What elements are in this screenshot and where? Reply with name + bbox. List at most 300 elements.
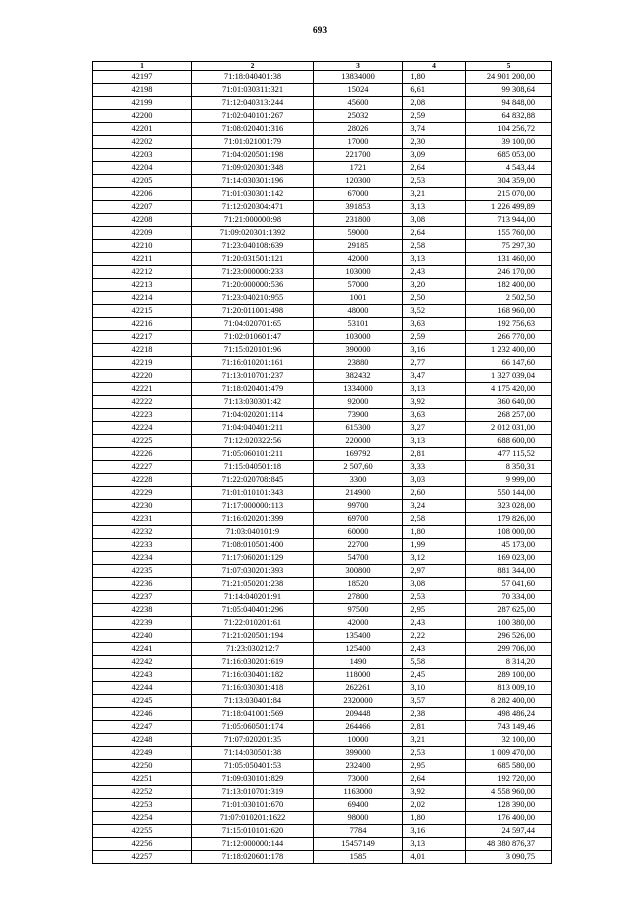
value-cell: 128 390,00 bbox=[466, 799, 552, 812]
table-row bbox=[93, 474, 552, 487]
area-cell: 382432 bbox=[314, 370, 403, 383]
value-cell: 8 314,20 bbox=[466, 656, 552, 669]
rate-cell: 2,53 bbox=[403, 747, 466, 760]
record-number-cell: 42233 bbox=[93, 539, 192, 552]
area-cell: 42000 bbox=[314, 617, 403, 630]
area-cell: 42000 bbox=[314, 253, 403, 266]
value-cell: 3 090,75 bbox=[466, 851, 552, 864]
value-cell: 176 400,00 bbox=[466, 812, 552, 825]
value-cell: 323 028,00 bbox=[466, 500, 552, 513]
value-cell: 268 257,00 bbox=[466, 409, 552, 422]
value-cell: 4 558 960,00 bbox=[466, 786, 552, 799]
value-cell: 1 226 499,89 bbox=[466, 201, 552, 214]
cadastral-number-cell: 71:07:030201:393 bbox=[192, 565, 314, 578]
record-number-cell: 42207 bbox=[93, 201, 192, 214]
area-cell: 60000 bbox=[314, 526, 403, 539]
table-row bbox=[93, 669, 552, 682]
value-cell: 215 070,00 bbox=[466, 188, 552, 201]
value-cell: 24 901 200,00 bbox=[466, 71, 552, 84]
cadastral-number-cell: 71:01:030311:321 bbox=[192, 84, 314, 97]
area-cell: 214900 bbox=[314, 487, 403, 500]
record-number-cell: 42244 bbox=[93, 682, 192, 695]
rate-cell: 3,27 bbox=[403, 422, 466, 435]
record-number-cell: 42249 bbox=[93, 747, 192, 760]
rate-cell: 2,95 bbox=[403, 604, 466, 617]
cadastral-number-cell: 71:09:020301:348 bbox=[192, 162, 314, 175]
table-row bbox=[93, 656, 552, 669]
rate-cell: 6,61 bbox=[403, 84, 466, 97]
area-cell: 391853 bbox=[314, 201, 403, 214]
rate-cell: 2,02 bbox=[403, 799, 466, 812]
area-cell: 57000 bbox=[314, 279, 403, 292]
cadastral-number-cell: 71:21:050201:238 bbox=[192, 578, 314, 591]
value-cell: 168 960,00 bbox=[466, 305, 552, 318]
table-row bbox=[93, 149, 552, 162]
value-cell: 8 282 400,00 bbox=[466, 695, 552, 708]
area-cell: 69400 bbox=[314, 799, 403, 812]
table-row bbox=[93, 123, 552, 136]
record-number-cell: 42257 bbox=[93, 851, 192, 864]
cadastral-number-cell: 71:12:020322:56 bbox=[192, 435, 314, 448]
table-row bbox=[93, 344, 552, 357]
record-number-cell: 42201 bbox=[93, 123, 192, 136]
record-number-cell: 42238 bbox=[93, 604, 192, 617]
record-number-cell: 42206 bbox=[93, 188, 192, 201]
table-row bbox=[93, 617, 552, 630]
area-cell: 221700 bbox=[314, 149, 403, 162]
record-number-cell: 42254 bbox=[93, 812, 192, 825]
rate-cell: 2,22 bbox=[403, 630, 466, 643]
value-cell: 108 000,00 bbox=[466, 526, 552, 539]
cadastral-number-cell: 71:15:020101:96 bbox=[192, 344, 314, 357]
cadastral-number-cell: 71:08:010501:400 bbox=[192, 539, 314, 552]
cadastral-number-cell: 71:16:010201:161 bbox=[192, 357, 314, 370]
rate-cell: 2,45 bbox=[403, 669, 466, 682]
area-cell: 48000 bbox=[314, 305, 403, 318]
value-cell: 4 543,44 bbox=[466, 162, 552, 175]
area-cell: 15024 bbox=[314, 84, 403, 97]
table-header-row bbox=[93, 62, 552, 71]
area-cell: 209448 bbox=[314, 708, 403, 721]
rate-cell: 2,81 bbox=[403, 448, 466, 461]
table-row bbox=[93, 136, 552, 149]
column-header-3: 3 bbox=[314, 62, 403, 71]
rate-cell: 3,13 bbox=[403, 253, 466, 266]
area-cell: 169792 bbox=[314, 448, 403, 461]
rate-cell: 2,64 bbox=[403, 773, 466, 786]
rate-cell: 3,92 bbox=[403, 786, 466, 799]
record-number-cell: 42225 bbox=[93, 435, 192, 448]
rate-cell: 2,64 bbox=[403, 162, 466, 175]
rate-cell: 3,10 bbox=[403, 682, 466, 695]
cadastral-number-cell: 71:07:010201:1622 bbox=[192, 812, 314, 825]
rate-cell: 2,50 bbox=[403, 292, 466, 305]
value-cell: 94 848,00 bbox=[466, 97, 552, 110]
table-row bbox=[93, 526, 552, 539]
rate-cell: 3,74 bbox=[403, 123, 466, 136]
record-number-cell: 42227 bbox=[93, 461, 192, 474]
value-cell: 104 256,72 bbox=[466, 123, 552, 136]
value-cell: 32 100,00 bbox=[466, 734, 552, 747]
value-cell: 8 350,31 bbox=[466, 461, 552, 474]
area-cell: 1163000 bbox=[314, 786, 403, 799]
table-row bbox=[93, 643, 552, 656]
cadastral-number-cell: 71:23:040108:639 bbox=[192, 240, 314, 253]
area-cell: 399000 bbox=[314, 747, 403, 760]
rate-cell: 3,13 bbox=[403, 838, 466, 851]
table-row bbox=[93, 409, 552, 422]
record-number-cell: 42232 bbox=[93, 526, 192, 539]
area-cell: 97500 bbox=[314, 604, 403, 617]
cadastral-number-cell: 71:01:021001:79 bbox=[192, 136, 314, 149]
table-row bbox=[93, 266, 552, 279]
record-number-cell: 42239 bbox=[93, 617, 192, 630]
rate-cell: 3,21 bbox=[403, 734, 466, 747]
area-cell: 25032 bbox=[314, 110, 403, 123]
area-cell: 300800 bbox=[314, 565, 403, 578]
rate-cell: 2,58 bbox=[403, 240, 466, 253]
cadastral-number-cell: 71:02:040101:267 bbox=[192, 110, 314, 123]
cadastral-number-cell: 71:20:011001:498 bbox=[192, 305, 314, 318]
table-row bbox=[93, 708, 552, 721]
area-cell: 53101 bbox=[314, 318, 403, 331]
cadastral-number-cell: 71:05:050401:53 bbox=[192, 760, 314, 773]
area-cell: 2320000 bbox=[314, 695, 403, 708]
record-number-cell: 42253 bbox=[93, 799, 192, 812]
value-cell: 287 625,00 bbox=[466, 604, 552, 617]
record-number-cell: 42216 bbox=[93, 318, 192, 331]
column-header-1: 1 bbox=[93, 62, 192, 71]
value-cell: 1 009 470,00 bbox=[466, 747, 552, 760]
cadastral-number-cell: 71:16:020201:399 bbox=[192, 513, 314, 526]
value-cell: 1 327 039,04 bbox=[466, 370, 552, 383]
record-number-cell: 42212 bbox=[93, 266, 192, 279]
cadastral-number-cell: 71:12:000000:144 bbox=[192, 838, 314, 851]
record-number-cell: 42237 bbox=[93, 591, 192, 604]
table-row bbox=[93, 461, 552, 474]
rate-cell: 2,77 bbox=[403, 357, 466, 370]
table-row bbox=[93, 630, 552, 643]
rate-cell: 2,58 bbox=[403, 513, 466, 526]
cadastral-number-cell: 71:17:060201:129 bbox=[192, 552, 314, 565]
cadastral-number-cell: 71:22:020708:845 bbox=[192, 474, 314, 487]
rate-cell: 3,20 bbox=[403, 279, 466, 292]
record-number-cell: 42220 bbox=[93, 370, 192, 383]
record-number-cell: 42241 bbox=[93, 643, 192, 656]
area-cell: 28026 bbox=[314, 123, 403, 136]
rate-cell: 3,47 bbox=[403, 370, 466, 383]
table-row bbox=[93, 279, 552, 292]
area-cell: 3300 bbox=[314, 474, 403, 487]
table-row bbox=[93, 734, 552, 747]
area-cell: 2 507,60 bbox=[314, 461, 403, 474]
rate-cell: 2,43 bbox=[403, 266, 466, 279]
cadastral-number-cell: 71:22:010201:61 bbox=[192, 617, 314, 630]
value-cell: 75 297,30 bbox=[466, 240, 552, 253]
table-row bbox=[93, 357, 552, 370]
area-cell: 18520 bbox=[314, 578, 403, 591]
cadastral-number-cell: 71:21:000000:98 bbox=[192, 214, 314, 227]
table-row bbox=[93, 539, 552, 552]
table-row bbox=[93, 747, 552, 760]
record-number-cell: 42236 bbox=[93, 578, 192, 591]
rate-cell: 3,16 bbox=[403, 825, 466, 838]
area-cell: 264466 bbox=[314, 721, 403, 734]
record-number-cell: 42256 bbox=[93, 838, 192, 851]
cadastral-number-cell: 71:23:030212:7 bbox=[192, 643, 314, 656]
area-cell: 98000 bbox=[314, 812, 403, 825]
record-number-cell: 42210 bbox=[93, 240, 192, 253]
record-number-cell: 42211 bbox=[93, 253, 192, 266]
value-cell: 100 380,00 bbox=[466, 617, 552, 630]
cadastral-number-cell: 71:23:000000:233 bbox=[192, 266, 314, 279]
record-number-cell: 42226 bbox=[93, 448, 192, 461]
record-number-cell: 42255 bbox=[93, 825, 192, 838]
record-number-cell: 42214 bbox=[93, 292, 192, 305]
record-number-cell: 42252 bbox=[93, 786, 192, 799]
table-row bbox=[93, 162, 552, 175]
table-row bbox=[93, 513, 552, 526]
rate-cell: 2,59 bbox=[403, 331, 466, 344]
area-cell: 262261 bbox=[314, 682, 403, 695]
table-row bbox=[93, 188, 552, 201]
record-number-cell: 42218 bbox=[93, 344, 192, 357]
rate-cell: 4,01 bbox=[403, 851, 466, 864]
table-row bbox=[93, 851, 552, 864]
cadastral-number-cell: 71:14:030501:38 bbox=[192, 747, 314, 760]
table-row bbox=[93, 292, 552, 305]
record-number-cell: 42219 bbox=[93, 357, 192, 370]
rate-cell: 3,33 bbox=[403, 461, 466, 474]
value-cell: 743 149,46 bbox=[466, 721, 552, 734]
cadastral-number-cell: 71:04:040401:211 bbox=[192, 422, 314, 435]
table-row bbox=[93, 110, 552, 123]
table-row bbox=[93, 331, 552, 344]
area-cell: 231800 bbox=[314, 214, 403, 227]
area-cell: 1585 bbox=[314, 851, 403, 864]
area-cell: 1721 bbox=[314, 162, 403, 175]
record-number-cell: 42250 bbox=[93, 760, 192, 773]
record-number-cell: 42217 bbox=[93, 331, 192, 344]
value-cell: 2 502,50 bbox=[466, 292, 552, 305]
record-number-cell: 42230 bbox=[93, 500, 192, 513]
cadastral-number-cell: 71:02:010601:47 bbox=[192, 331, 314, 344]
cadastral-number-cell: 71:14:030301:196 bbox=[192, 175, 314, 188]
area-cell: 103000 bbox=[314, 331, 403, 344]
value-cell: 70 334,00 bbox=[466, 591, 552, 604]
cadastral-number-cell: 71:12:020304:471 bbox=[192, 201, 314, 214]
value-cell: 192 756,63 bbox=[466, 318, 552, 331]
cadastral-number-cell: 71:17:000000:113 bbox=[192, 500, 314, 513]
rate-cell: 1,80 bbox=[403, 526, 466, 539]
value-cell: 246 170,00 bbox=[466, 266, 552, 279]
area-cell: 220000 bbox=[314, 435, 403, 448]
record-number-cell: 42205 bbox=[93, 175, 192, 188]
table-row bbox=[93, 383, 552, 396]
table-row bbox=[93, 838, 552, 851]
value-cell: 24 597,44 bbox=[466, 825, 552, 838]
area-cell: 27800 bbox=[314, 591, 403, 604]
cadastral-number-cell: 71:12:040313:244 bbox=[192, 97, 314, 110]
cadastral-number-cell: 71:15:040501:18 bbox=[192, 461, 314, 474]
value-cell: 2 012 031,00 bbox=[466, 422, 552, 435]
table-row bbox=[93, 487, 552, 500]
value-cell: 45 173,00 bbox=[466, 539, 552, 552]
record-number-cell: 42223 bbox=[93, 409, 192, 422]
area-cell: 15457149 bbox=[314, 838, 403, 851]
area-cell: 118000 bbox=[314, 669, 403, 682]
value-cell: 813 009,10 bbox=[466, 682, 552, 695]
value-cell: 192 720,00 bbox=[466, 773, 552, 786]
cadastral-number-cell: 71:04:020701:65 bbox=[192, 318, 314, 331]
column-header-5: 5 bbox=[466, 62, 552, 71]
value-cell: 99 308,64 bbox=[466, 84, 552, 97]
value-cell: 477 115,52 bbox=[466, 448, 552, 461]
value-cell: 360 640,00 bbox=[466, 396, 552, 409]
table-row bbox=[93, 318, 552, 331]
table-row bbox=[93, 773, 552, 786]
area-cell: 92000 bbox=[314, 396, 403, 409]
rate-cell: 2,43 bbox=[403, 617, 466, 630]
area-cell: 390000 bbox=[314, 344, 403, 357]
rate-cell: 3,24 bbox=[403, 500, 466, 513]
record-number-cell: 42222 bbox=[93, 396, 192, 409]
rate-cell: 3,63 bbox=[403, 318, 466, 331]
rate-cell: 1,99 bbox=[403, 539, 466, 552]
column-header-2: 2 bbox=[192, 62, 314, 71]
cadastral-number-cell: 71:01:030301:142 bbox=[192, 188, 314, 201]
rate-cell: 3,13 bbox=[403, 383, 466, 396]
record-number-cell: 42248 bbox=[93, 734, 192, 747]
cadastral-number-cell: 71:18:020601:178 bbox=[192, 851, 314, 864]
table-row bbox=[93, 721, 552, 734]
table-row bbox=[93, 227, 552, 240]
table-row bbox=[93, 812, 552, 825]
table-row bbox=[93, 682, 552, 695]
cadastral-number-cell: 71:01:010101:343 bbox=[192, 487, 314, 500]
table-row bbox=[93, 552, 552, 565]
table-row bbox=[93, 578, 552, 591]
rate-cell: 2,60 bbox=[403, 487, 466, 500]
value-cell: 685 053,00 bbox=[466, 149, 552, 162]
area-cell: 1001 bbox=[314, 292, 403, 305]
value-cell: 66 147,60 bbox=[466, 357, 552, 370]
record-number-cell: 42198 bbox=[93, 84, 192, 97]
record-number-cell: 42231 bbox=[93, 513, 192, 526]
area-cell: 232400 bbox=[314, 760, 403, 773]
cadastral-number-cell: 71:01:030101:670 bbox=[192, 799, 314, 812]
cadastral-number-cell: 71:13:030301:42 bbox=[192, 396, 314, 409]
cadastral-number-cell: 71:07:020201:35 bbox=[192, 734, 314, 747]
rate-cell: 2,38 bbox=[403, 708, 466, 721]
value-cell: 299 706,00 bbox=[466, 643, 552, 656]
rate-cell: 2,30 bbox=[403, 136, 466, 149]
rate-cell: 3,21 bbox=[403, 188, 466, 201]
value-cell: 57 041,60 bbox=[466, 578, 552, 591]
record-number-cell: 42200 bbox=[93, 110, 192, 123]
table-row bbox=[93, 799, 552, 812]
area-cell: 73900 bbox=[314, 409, 403, 422]
rate-cell: 2,43 bbox=[403, 643, 466, 656]
rate-cell: 2,64 bbox=[403, 227, 466, 240]
record-number-cell: 42224 bbox=[93, 422, 192, 435]
value-cell: 4 175 420,00 bbox=[466, 383, 552, 396]
value-cell: 39 100,00 bbox=[466, 136, 552, 149]
area-cell: 99700 bbox=[314, 500, 403, 513]
value-cell: 296 526,00 bbox=[466, 630, 552, 643]
table-row bbox=[93, 240, 552, 253]
cadastral-number-cell: 71:23:040210:955 bbox=[192, 292, 314, 305]
cadastral-number-cell: 71:09:030101:829 bbox=[192, 773, 314, 786]
table-row bbox=[93, 253, 552, 266]
table-row bbox=[93, 448, 552, 461]
value-cell: 304 359,00 bbox=[466, 175, 552, 188]
rate-cell: 2,95 bbox=[403, 760, 466, 773]
rate-cell: 3,09 bbox=[403, 149, 466, 162]
rate-cell: 2,59 bbox=[403, 110, 466, 123]
cadastral-number-cell: 71:16:030301:418 bbox=[192, 682, 314, 695]
cadastral-number-cell: 71:20:031501:121 bbox=[192, 253, 314, 266]
cadastral-number-cell: 71:05:060501:174 bbox=[192, 721, 314, 734]
value-cell: 688 600,00 bbox=[466, 435, 552, 448]
value-cell: 48 380 876,37 bbox=[466, 838, 552, 851]
record-number-cell: 42242 bbox=[93, 656, 192, 669]
rate-cell: 2,53 bbox=[403, 591, 466, 604]
area-cell: 125400 bbox=[314, 643, 403, 656]
table-row bbox=[93, 422, 552, 435]
rate-cell: 3,03 bbox=[403, 474, 466, 487]
record-number-cell: 42209 bbox=[93, 227, 192, 240]
table-row bbox=[93, 786, 552, 799]
value-cell: 131 460,00 bbox=[466, 253, 552, 266]
cadastral-number-cell: 71:16:030401:182 bbox=[192, 669, 314, 682]
rate-cell: 3,13 bbox=[403, 201, 466, 214]
area-cell: 54700 bbox=[314, 552, 403, 565]
record-number-cell: 42199 bbox=[93, 97, 192, 110]
table-row bbox=[93, 825, 552, 838]
table-row bbox=[93, 84, 552, 97]
record-number-cell: 42215 bbox=[93, 305, 192, 318]
table-row bbox=[93, 435, 552, 448]
area-cell: 67000 bbox=[314, 188, 403, 201]
table-row bbox=[93, 175, 552, 188]
cadastral-number-cell: 71:13:030401:84 bbox=[192, 695, 314, 708]
record-number-cell: 42229 bbox=[93, 487, 192, 500]
table-row bbox=[93, 565, 552, 578]
value-cell: 179 826,00 bbox=[466, 513, 552, 526]
value-cell: 289 100,00 bbox=[466, 669, 552, 682]
area-cell: 120300 bbox=[314, 175, 403, 188]
rate-cell: 3,63 bbox=[403, 409, 466, 422]
table-body bbox=[93, 71, 552, 864]
value-cell: 685 580,00 bbox=[466, 760, 552, 773]
table-row bbox=[93, 500, 552, 513]
rate-cell: 5,58 bbox=[403, 656, 466, 669]
column-header-4: 4 bbox=[403, 62, 466, 71]
record-number-cell: 42202 bbox=[93, 136, 192, 149]
area-cell: 45600 bbox=[314, 97, 403, 110]
rate-cell: 3,92 bbox=[403, 396, 466, 409]
area-cell: 73000 bbox=[314, 773, 403, 786]
area-cell: 59000 bbox=[314, 227, 403, 240]
table-row bbox=[93, 97, 552, 110]
record-number-cell: 42197 bbox=[93, 71, 192, 84]
record-number-cell: 42245 bbox=[93, 695, 192, 708]
area-cell: 615300 bbox=[314, 422, 403, 435]
area-cell: 23880 bbox=[314, 357, 403, 370]
area-cell: 10000 bbox=[314, 734, 403, 747]
table-row bbox=[93, 305, 552, 318]
